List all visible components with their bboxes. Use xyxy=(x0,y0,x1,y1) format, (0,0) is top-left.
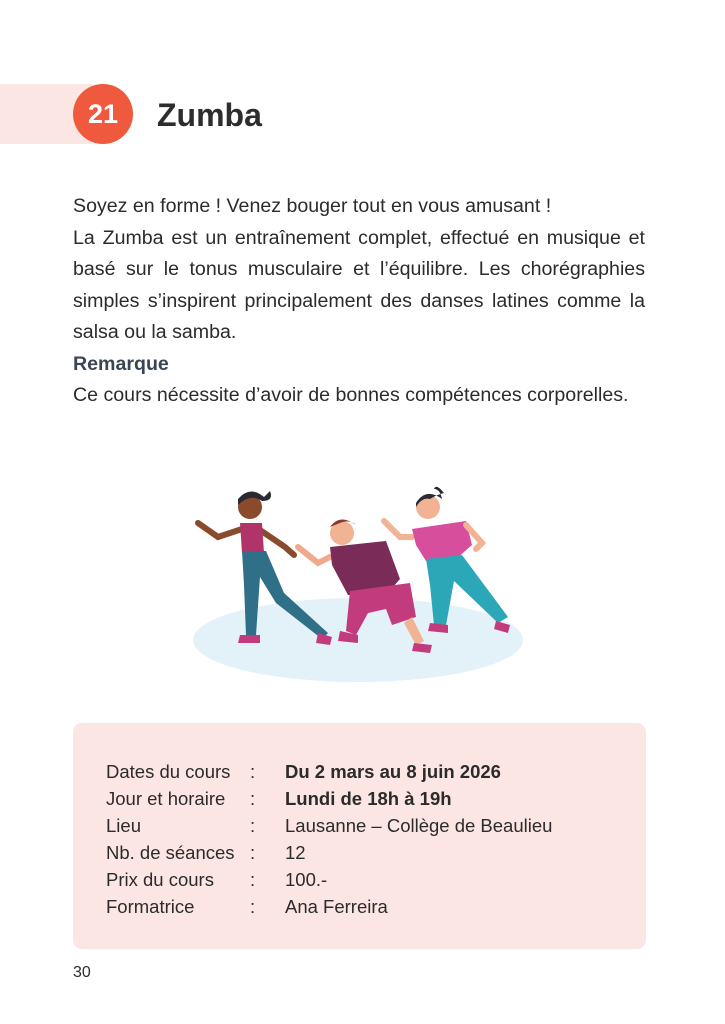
remark-heading: Remarque xyxy=(73,352,169,375)
info-separator: : xyxy=(250,815,256,836)
description-text: La Zumba est un entraînement complet, effectué en musique et basé sur le tonus musculaire et l’équilibre. Les chorégraphies simples s’inspirent principalement des danses latines comme la salsa ou la samba. xyxy=(73,226,645,343)
info-label: Dates du cours xyxy=(106,761,231,782)
info-value: Lausanne – Collège de Beaulieu xyxy=(285,815,553,836)
info-row-price xyxy=(106,866,626,893)
page-number: 30 xyxy=(73,964,91,981)
info-row-location xyxy=(106,812,626,839)
info-separator: : xyxy=(250,896,256,917)
info-label: Formatrice xyxy=(106,896,195,917)
dancers-illustration xyxy=(190,485,530,685)
info-separator: : xyxy=(250,869,256,890)
info-row-sessions xyxy=(106,839,626,866)
info-separator: : xyxy=(250,761,256,782)
info-value: Lundi de 18h à 19h xyxy=(285,788,452,809)
remark-text: Ce cours nécessite d’avoir de bonnes compétences corporelles. xyxy=(73,384,629,406)
course-description xyxy=(73,191,645,412)
info-value: 12 xyxy=(285,842,306,863)
info-label: Prix du cours xyxy=(106,869,214,890)
info-row-instructor xyxy=(106,893,626,920)
info-value: 100.- xyxy=(285,869,328,890)
info-value: Ana Ferreira xyxy=(285,896,388,917)
info-row-dates xyxy=(106,758,626,785)
section-number: 21 xyxy=(87,98,119,129)
course-info-box xyxy=(73,723,646,949)
info-label: Lieu xyxy=(106,815,141,836)
page-title: Zumba xyxy=(157,97,262,133)
info-separator: : xyxy=(250,788,256,809)
info-row-schedule xyxy=(106,785,626,812)
info-value: Du 2 mars au 8 juin 2026 xyxy=(285,761,501,782)
info-separator: : xyxy=(250,842,256,863)
info-label: Jour et horaire xyxy=(106,788,226,809)
intro-text: Soyez en forme ! Venez bouger tout en vous amusant ! xyxy=(73,195,552,217)
info-label: Nb. de séances xyxy=(106,842,235,863)
section-number-badge xyxy=(73,84,133,144)
